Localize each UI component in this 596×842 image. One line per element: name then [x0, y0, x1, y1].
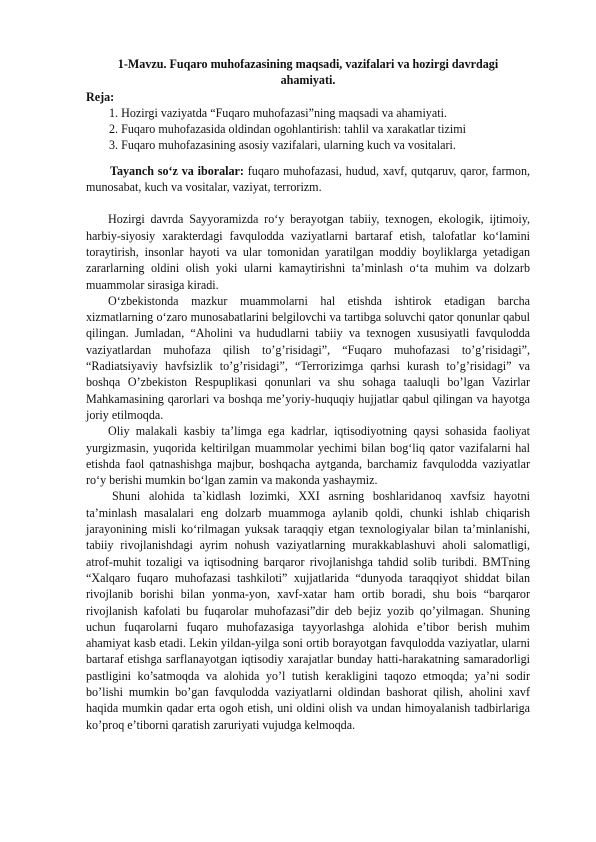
- plan-item: 2. Fuqaro muhofazasida oldindan ogohlantirish: tahlil va xarakatlar tizimi: [109, 122, 467, 137]
- plan-heading: Reja:: [86, 89, 115, 104]
- plan-item: 1. Hozirgi vaziyatda “Fuqaro muhofazasi”ning maqsadi va ahamiyati.: [109, 105, 447, 120]
- document-page: [86, 56, 530, 733]
- body-paragraph: O‘zbekistonda mazkur muammolarni hal etishda ishtirok etadigan barcha xizmatlarning o‘zaro munosabatlarini belgilovchi va tartibga soluvchi qator qonunlar qabul qilingan. Jumladan, “Aholini va hududlarni tabiiy va texnogen xususiyatli favqulodda vaziyatlardan muhofaza qilish to’g’risidagi”, “Fuqaro muhofazasi to’g’risidagi”, “Radiatsiyaviy havfsizlik to’g’risidagi”, “Terrorizimga qarhsi kurash to’g’risidagi” va boshqa O’zbekiston Respuplikasi qonunlari va shu sohaga taaluqli bo’lgan Vazirlar Mahkamasining qarorlari va boshqa me’yoriy-huquqiy hujjatlar qabul qilingan va hayotga joriy etilmoqda.: [86, 293, 530, 422]
- plan-list: [86, 105, 530, 154]
- keywords-label: Tayanch so‘z va iboralar:: [110, 163, 244, 178]
- body-paragraph: Shuni alohida ta`kidlash lozimki, XXI asrning boshlaridanoq xavfsiz hayotni ta’minlash masalalari eng dolzarb muammoga aylanib qoldi, chunki ishlab chiqarish jarayonining misli ko‘rilmagan yuksak taraqqiy etgan texnologiyalar bilan ta’minlanishi, tabiiy rivojlanishdagi ayrim nohush vaziyatlarning murakkablashuvi aholi salomatligi, atrof-muhit tozaligi va iqtisodning barqaror rivojlanishga tahdid solib turibdi. BMTning “Xalqaro fuqaro muhofazasi tashkiloti” xujjatlarida “dunyoda taraqqiyot shiddat bilan rivojlanib borishi bilan yonma-yon, xavf-xatar ham ortib boradi, shu bois “barqaror rivojlanish kafolati bu fuqarolar muhofazasi”dir deb bejiz yozib qo’yilmagan. Shuning uchun fuqarolarni fuqaro muhofazasiga tayyorlashga alohida e’tibor berish muhim ahamiyat kasb etadi. Lekin yildan-yilga soni ortib borayotgan favqulodda vaziyatlar, ularni bartaraf etishga sarflanayotgan iqtisodiy xarajatlar bunday hatti-harakatning samaradorligi pastligini ko’satmoqda va alohida yo’l tutish kerakligini taqozo etmoqda; ya’ni sodir bo’lishi mumkin bo’gan favqulodda vaziyatlarni oldindan bashorat qilish, aholini xavf haqida mumkin qadar erta ogoh etish, uni oldini olish va undan himoyalanish tadbirlariga ko’proq e’tiborni qaratish zaruriyati vujudga kelmoqda.: [86, 489, 530, 732]
- body-paragraph: Oliy malakali kasbiy ta’limga ega kadrlar, iqtisodiyotning qaysi sohasida faoliyat yurgizmasin, yuqorida keltirilgan muammolar yechimi bilan bog‘liq qator vazifalarni hal etishda faol qatnashishga majbur, boshqacha aytganda, barchamiz favqulodda vaziyatlar ro‘y berishi mumkin bo‘lgan zamin va makonda yashaymiz.: [86, 424, 530, 488]
- keywords-paragraph: [86, 163, 530, 196]
- plan-item: 3. Fuqaro muhofazasining asosiy vazifalari, ularning kuch va vositalari.: [109, 138, 456, 153]
- body-paragraph: Hozirgi davrda Sayyoramizda ro‘y berayotgan tabiiy, texnogen, ekologik, ijtimoiy, harbiy-siyosiy xarakterdagi favqulodda vaziyatlarni bartaraf etish, talofatlar ko‘lamini toraytirish, insonlar hayoti va ular tomonidan yaratilgan moddiy boyliklarga yetadigan zararlarning oldini olish yoki ularni kamaytirishni ta’minlash o‘ta muhim va dolzarb muammolar sirasiga kiradi.: [86, 212, 530, 292]
- document-title: 1-Mavzu. Fuqaro muhofazasining maqsadi, vazifalari va hozirgi davrdagi ahamiyati.: [117, 57, 499, 88]
- keywords-text: fuqaro muhofazasi, hudud, xavf, qutqaruv, qaror, farmon, munosabat, kuch va vositalar, vaziyat, terrorizm.: [86, 163, 531, 195]
